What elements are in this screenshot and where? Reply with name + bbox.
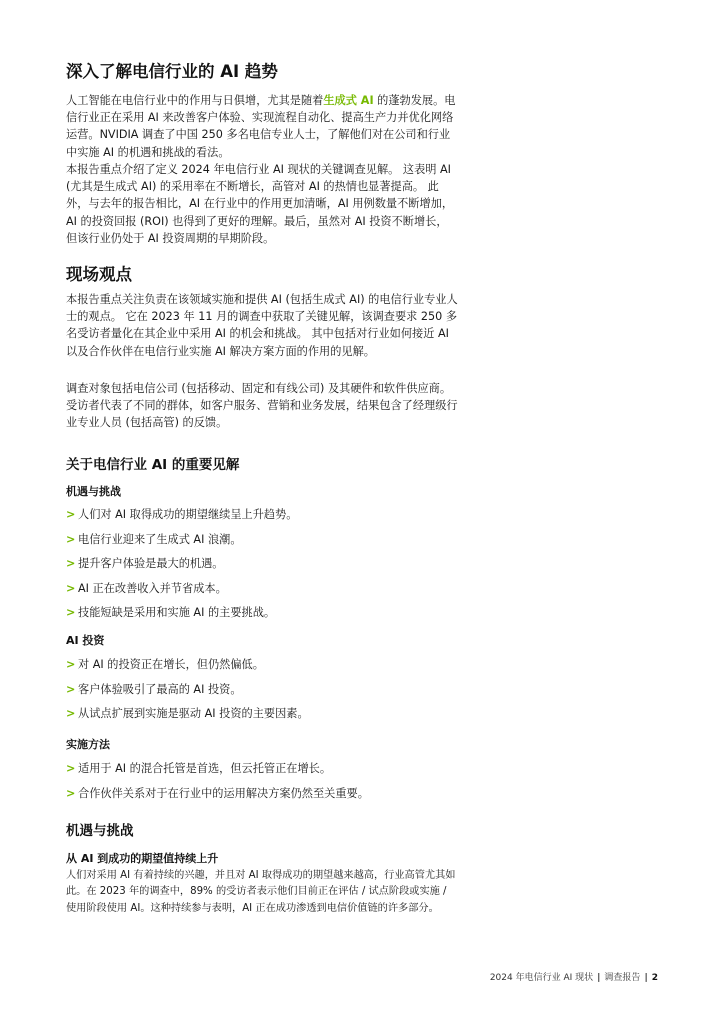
list-item-text: 技能短缺是采用和实施 AI 的主要挑战。 (78, 606, 276, 619)
list-item (66, 581, 458, 606)
intro-paragraph-2: 本报告重点介绍了定义 2024 年电信行业 AI 现状的关键调查见解。 这表明 AI (尤其是生成式 AI) 的采用率在不断增长，高管对 AI 的热情也显著提高。 此外，与去年的报告相比，AI 在行业中的作用更加清晰，AI 用例数量不断增加，AI 的投资回报 (ROI) 也得到了更好的理解。最后，虽然对 AI 投资不断增长，但该行业仍处于 AI 投资周期的早期阶段。 (66, 163, 454, 245)
chevron-right-icon: > (66, 682, 76, 696)
group-heading-opportunities: 机遇与挑战 (66, 485, 121, 498)
list-item-text: 合作伙伴关系对于在行业中的运用解决方案仍然至关重要。 (78, 786, 369, 800)
list-item-text: AI 正在改善收入并节省成本。 (78, 581, 227, 595)
chevron-right-icon: > (66, 532, 76, 546)
page-footer (490, 970, 658, 983)
subsection-title-expectations: 从 AI 到成功的期望值持续上升 (66, 852, 219, 865)
list-item-text: 提升客户体验是最大的机遇。 (78, 557, 224, 570)
footer-separator: | (644, 973, 648, 983)
footer-separator: | (597, 973, 601, 983)
list-item (66, 761, 458, 786)
intro-text-after: 的蓬勃发展。电信行业正在采用 AI 来改善客户体验、实现流程自动化、提高生产力并优化网络运营。NVIDIA 调查了中国 250 多名电信专业人士，了解他们对在公司和行业中实施 AI 的机遇和挑战的看法。 (66, 94, 456, 159)
field-paragraph-2: 调查对象包括电信公司 (包括移动、固定和有线公司) 及其硬件和软件供应商。受访者代表了不同的群体，如客户服务、营销和业务发展，结果包含了经理级行业专业人员 (包括高管) 的反馈。 (66, 382, 458, 430)
list-item-text: 客户体验吸引了最高的 AI 投资。 (78, 682, 242, 696)
section-title-field-view: 现场观点 (66, 265, 132, 284)
list-item-text: 适用于 AI 的混合托管是首选，但云托管正在增长。 (78, 762, 332, 775)
chevron-right-icon: > (66, 658, 76, 671)
intro-paragraph-1 (66, 92, 458, 161)
opportunities-paragraph: 人们对采用 AI 有着持续的兴趣，并且对 AI 取得成功的期望越来越高，行业高管尤其如此。在 2023 年的调查中，89% 的受访者表示他们目前正在评估 / 试点阶段或实施 / 使用阶段使用 AI。这种持续参与表明，AI 正在成功渗透到电信价值链的许多部分。 (66, 870, 456, 914)
highlight-generative-ai: 生成式 AI (323, 94, 374, 107)
list-item (66, 556, 458, 581)
footer-report-title: 2024 年电信行业 AI 现状 (489, 973, 594, 983)
list-item (66, 786, 458, 811)
list-item-text: 电信行业迎来了生成式 AI 浪潮。 (78, 532, 242, 546)
chevron-right-icon: > (66, 557, 76, 570)
footer-report-type: 调查报告 (604, 973, 641, 983)
list-item (66, 706, 458, 731)
bullet-list-implementation (66, 761, 458, 810)
list-item-text: 从试点扩展到实施是驱动 AI 投资的主要因素。 (78, 707, 309, 720)
list-item (66, 507, 458, 532)
group-heading-ai-investment: AI 投资 (66, 634, 105, 647)
chevron-right-icon: > (66, 508, 76, 521)
list-item (66, 605, 458, 630)
list-item (66, 657, 458, 682)
list-item-text: 对 AI 的投资正在增长，但仍然偏低。 (78, 658, 264, 671)
bullet-list-ai-investment (66, 657, 458, 731)
group-heading-implementation: 实施方法 (66, 738, 110, 751)
section-title-opportunities: 机遇与挑战 (66, 823, 134, 839)
intro-text-before: 人工智能在电信行业中的作用与日俱增，尤其是随着 (66, 94, 324, 107)
bullet-list-opportunities (66, 507, 458, 630)
list-item (66, 682, 458, 707)
section-title-ai-trends: 深入了解电信行业的 AI 趋势 (66, 62, 278, 81)
chevron-right-icon: > (66, 581, 76, 595)
list-item (66, 532, 458, 557)
chevron-right-icon: > (66, 762, 76, 775)
chevron-right-icon: > (66, 707, 76, 720)
list-item-text: 人们对 AI 取得成功的期望继续呈上升趋势。 (78, 508, 298, 521)
page-number: 2 (651, 973, 658, 983)
field-paragraph-1: 本报告重点关注负责在该领域实施和提供 AI (包括生成式 AI) 的电信行业专业人士的观点。 它在 2023 年 11 月的调查中获取了关键见解，该调查要求 250 多名受访者量化在其企业中采用 AI 的机会和挑战。 其中包括对行业如何接近 AI 以及合作伙伴在电信行业实施 AI 解决方案方面的作用的见解。 (66, 293, 458, 358)
chevron-right-icon: > (66, 786, 76, 800)
section-title-key-insights: 关于电信行业 AI 的重要见解 (66, 457, 240, 473)
chevron-right-icon: > (66, 606, 76, 619)
